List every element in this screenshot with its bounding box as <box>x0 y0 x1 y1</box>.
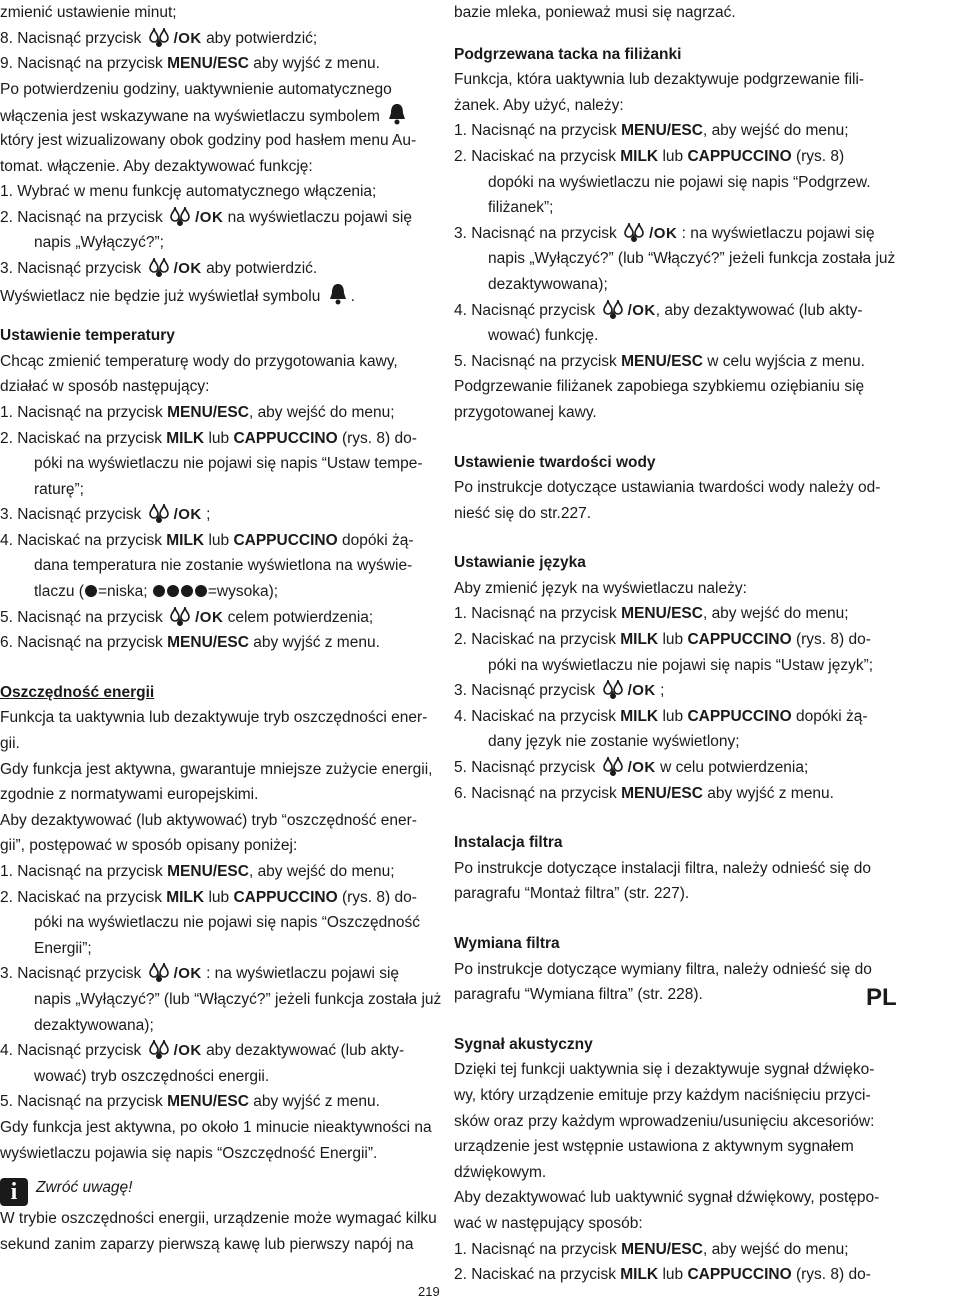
step-line: 2. Nacisnąć na przycisk /OK na wyświetlaczu pojawi się <box>0 205 412 231</box>
level-dot-icon <box>181 585 193 597</box>
section-heading: Ustawianie języka <box>454 554 586 572</box>
ok-label: /OK <box>173 29 202 47</box>
step-line: 4. Nacisnąć przycisk /OK aby dezaktywować (lub akty- <box>0 1038 412 1064</box>
step-line: 1. Wybrać w menu funkcję automatycznego włączenia; <box>0 183 377 201</box>
text-line: gii. <box>0 735 20 753</box>
level-dot-icon <box>195 585 207 597</box>
text-line: póki na wyświetlaczu nie pojawi się napis “Ustaw tempe- <box>34 455 423 473</box>
ok-label: /OK <box>627 759 656 777</box>
text-line: W trybie oszczędności energii, urządzenie może wymagać kilku <box>0 1210 437 1228</box>
drops-icon <box>169 205 193 236</box>
info-icon: i <box>0 1178 28 1206</box>
section-heading: Oszczędność energii <box>0 683 155 701</box>
step-line: 3. Nacisnąć na przycisk /OK : na wyświetlaczu pojawi się <box>454 221 866 247</box>
text-line: Funkcja ta uaktywnia lub dezaktywuje tryb oszczędności ener- <box>0 709 428 727</box>
section-heading: Podgrzewana tacka na filiżanki <box>454 45 682 63</box>
step-line: 1. Nacisnąć na przycisk MENU/ESC, aby wejść do menu; <box>454 605 849 623</box>
text-line: Energii”; <box>34 939 92 957</box>
text-line: dźwiękowym. <box>454 1163 547 1181</box>
text-line: dany język nie zostanie wyświetlony; <box>488 733 740 751</box>
ok-label: /OK <box>627 682 656 700</box>
note-header: i Zwróć uwagę! <box>0 1170 412 1206</box>
step-line: 6. Nacisnąć na przycisk MENU/ESC aby wyjść z menu. <box>0 634 380 652</box>
bell-icon <box>327 282 349 315</box>
step-line: 2. Naciskać na przycisk MILK lub CAPPUCCINO (rys. 8) do- <box>454 631 871 649</box>
text-line: raturę”; <box>34 480 84 498</box>
text-line: Wyświetlacz nie będzie już wyświetlał symbolu . <box>0 282 412 308</box>
step-line: 4. Naciskać na przycisk MILK lub CAPPUCCINO dopóki żą- <box>454 707 868 725</box>
text-line: dana temperatura nie zostanie wyświetlona na wyświe- <box>34 557 413 575</box>
step-line: 4. Naciskać na przycisk MILK lub CAPPUCCINO dopóki żą- <box>0 531 414 549</box>
text-line: Aby zmienić język na wyświetlaczu należy: <box>454 579 747 597</box>
step-line: 3. Nacisnąć przycisk /OK : na wyświetlaczu pojawi się <box>0 961 412 987</box>
text-line: filiżanek”; <box>488 199 554 217</box>
text-line: Aby dezaktywować lub uaktywnić sygnał dźwiękowy, postępo- <box>454 1189 880 1207</box>
ok-label: /OK <box>173 965 202 983</box>
text-line: Po instrukcje dotyczące ustawiania twardości wody należy od- <box>454 479 881 497</box>
step-line: 2. Naciskać na przycisk MILK lub CAPPUCCINO (rys. 8) <box>454 147 845 165</box>
text-line: Gdy funkcja jest aktywna, po około 1 minucie nieaktywności na <box>0 1118 432 1136</box>
text-line: działać w sposób następujący: <box>0 378 210 396</box>
step-line: 5. Nacisnąć przycisk /OK w celu potwierdzenia; <box>454 755 866 781</box>
text-line: napis „Wyłączyć?” (lub “Włączyć?” jeżeli funkcja została już <box>34 990 442 1008</box>
step-line: 5. Nacisnąć na przycisk MENU/ESC aby wyjść z menu. <box>0 1093 380 1111</box>
section-heading: Instalacja filtra <box>454 834 563 852</box>
ok-label: /OK <box>173 506 202 524</box>
step-line: 1. Nacisnąć na przycisk MENU/ESC, aby wejść do menu; <box>0 863 395 880</box>
text-line: urządzenie jest wstępnie ustawiona z aktywnym sygnałem <box>454 1138 854 1156</box>
text-line: włączenia jest wskazywane na wyświetlaczu symbolem <box>0 102 412 128</box>
section-heading: Ustawienie temperatury <box>0 327 175 345</box>
text-line: przygotowanej kawy. <box>454 403 597 421</box>
text-line: póki na wyświetlaczu nie pojawi się napis “Ustaw język”; <box>488 656 874 674</box>
text-line: żanek. Aby użyć, należy: <box>454 96 624 114</box>
text-line: zmienić ustawienie minut; <box>0 4 177 21</box>
level-dot-icon <box>153 585 165 597</box>
step-line: 8. Nacisnąć przycisk /OK aby potwierdzić; <box>0 26 412 52</box>
page-number: 219 <box>418 1284 440 1299</box>
step-line: 6. Nacisnąć na przycisk MENU/ESC aby wyjść z menu. <box>454 784 834 802</box>
text-line: wy, który urządzenie emituje przy każdym naciśnięciu przyci- <box>454 1086 871 1104</box>
text-line: paragrafu “Montaż filtra” (str. 227). <box>454 885 690 903</box>
ok-label: /OK <box>649 224 678 242</box>
text-line: który jest wizualizowany obok godziny pod hasłem menu Au- <box>0 131 417 149</box>
text-line: Chcąc zmienić temperaturę wody do przygotowania kawy, <box>0 352 398 370</box>
text-line: Podgrzewanie filiżanek zapobiega szybkiemu oziębianiu się <box>454 378 865 396</box>
text-line: dopóki na wyświetlaczu nie pojawi się napis “Podgrzew. <box>488 173 871 191</box>
step-line: 3. Nacisnąć przycisk /OK ; <box>454 678 866 704</box>
level-dot-icon <box>85 585 97 597</box>
text-line: napis „Wyłączyć?”; <box>34 234 164 252</box>
ok-label: /OK <box>173 1042 202 1060</box>
text-line: dezaktywowana); <box>488 275 608 293</box>
text-line: paragrafu “Wymiana filtra” (str. 228). <box>454 986 703 1004</box>
step-line: 5. Nacisnąć na przycisk MENU/ESC w celu wyjścia z menu. <box>454 352 865 370</box>
text-line: Po potwierdzeniu godziny, uaktywnienie automatycznego <box>0 80 392 98</box>
step-line: 2. Naciskać na przycisk MILK lub CAPPUCCINO (rys. 8) do- <box>0 888 417 906</box>
text-line: tomat. włączenie. Aby dezaktywować funkcję: <box>0 157 313 175</box>
text-line: Po instrukcje dotyczące instalacji filtra, należy odnieść się do <box>454 859 871 877</box>
text-line: dezaktywowana); <box>34 1016 154 1034</box>
text-line: sków oraz przy każdym wprowadzeniu/usunięciu akcesoriów: <box>454 1112 875 1130</box>
text-line: wyświetlaczu pojawia się napis “Oszczędność Energii”. <box>0 1144 378 1162</box>
level-dot-icon <box>167 585 179 597</box>
step-line: 3. Nacisnąć przycisk /OK ; <box>0 502 412 528</box>
text-line: tlaczu ( =niska; =wysoka); <box>34 583 279 601</box>
text-line: bazie mleka, ponieważ musi się nagrzać. <box>454 4 736 21</box>
step-line: 1. Nacisnąć na przycisk MENU/ESC, aby wejść do menu; <box>454 122 849 140</box>
text-line: zgodnie z normatywami europejskimi. <box>0 786 259 804</box>
text-line: Po instrukcje dotyczące wymiany filtra, należy odnieść się do <box>454 960 872 978</box>
text-line: wać w następujący sposób: <box>454 1214 643 1232</box>
step-line: 2. Naciskać na przycisk MILK lub CAPPUCCINO (rys. 8) do- <box>0 429 417 447</box>
text-line: gii”, postępować w sposób opisany poniżej: <box>0 837 298 855</box>
ok-label: /OK <box>173 259 202 277</box>
ok-label: /OK <box>627 301 656 319</box>
text-line: Dzięki tej funkcji uaktywnia się i dezaktywuje sygnał dźwięko- <box>454 1061 875 1079</box>
text-line: Gdy funkcja jest aktywna, gwarantuje mniejsze zużycie energii, <box>0 760 433 778</box>
step-line: 9. Nacisnąć na przycisk MENU/ESC aby wyjść z menu. <box>0 55 380 73</box>
section-heading: Wymiana filtra <box>454 935 560 952</box>
section-heading: Sygnał akustyczny <box>454 1035 593 1053</box>
text-line: póki na wyświetlaczu nie pojawi się napis “Oszczędność <box>34 914 420 932</box>
text-line: napis „Wyłączyć?” (lub “Włączyć?” jeżeli funkcja została już <box>488 250 896 268</box>
step-line: 1. Nacisnąć na przycisk MENU/ESC, aby wejść do menu; <box>454 1240 849 1258</box>
text-line: wować) tryb oszczędności energii. <box>34 1067 270 1085</box>
text-line: sekund zanim zaparzy pierwszą kawę lub pierwszy napój na <box>0 1235 414 1253</box>
step-line: 4. Nacisnąć przycisk /OK, aby dezaktywować (lub akty- <box>454 298 866 324</box>
step-line: 3. Nacisnąć przycisk /OK aby potwierdzić. <box>0 256 412 282</box>
step-line: 5. Nacisnąć na przycisk /OK celem potwierdzenia; <box>0 605 412 631</box>
ok-label: /OK <box>195 608 224 626</box>
text-line: Aby dezaktywować (lub aktywować) tryb “oszczędność ener- <box>0 811 417 829</box>
text-line: nieść się do str.227. <box>454 504 591 522</box>
section-heading: Ustawienie twardości wody <box>454 453 656 471</box>
left-column <box>0 0 442 1257</box>
drops-icon <box>602 298 626 329</box>
text-line: wować) funkcję. <box>488 327 599 345</box>
text-line: Funkcja, która uaktywnia lub dezaktywuje podgrzewanie fili- <box>454 71 865 89</box>
step-line: 1. Nacisnąć na przycisk MENU/ESC, aby wejść do menu; <box>0 403 395 421</box>
step-line: 2. Naciskać na przycisk MILK lub CAPPUCCINO (rys. 8) do- <box>454 1266 871 1284</box>
ok-label: /OK <box>195 208 224 226</box>
language-tab: PL <box>866 984 897 1011</box>
